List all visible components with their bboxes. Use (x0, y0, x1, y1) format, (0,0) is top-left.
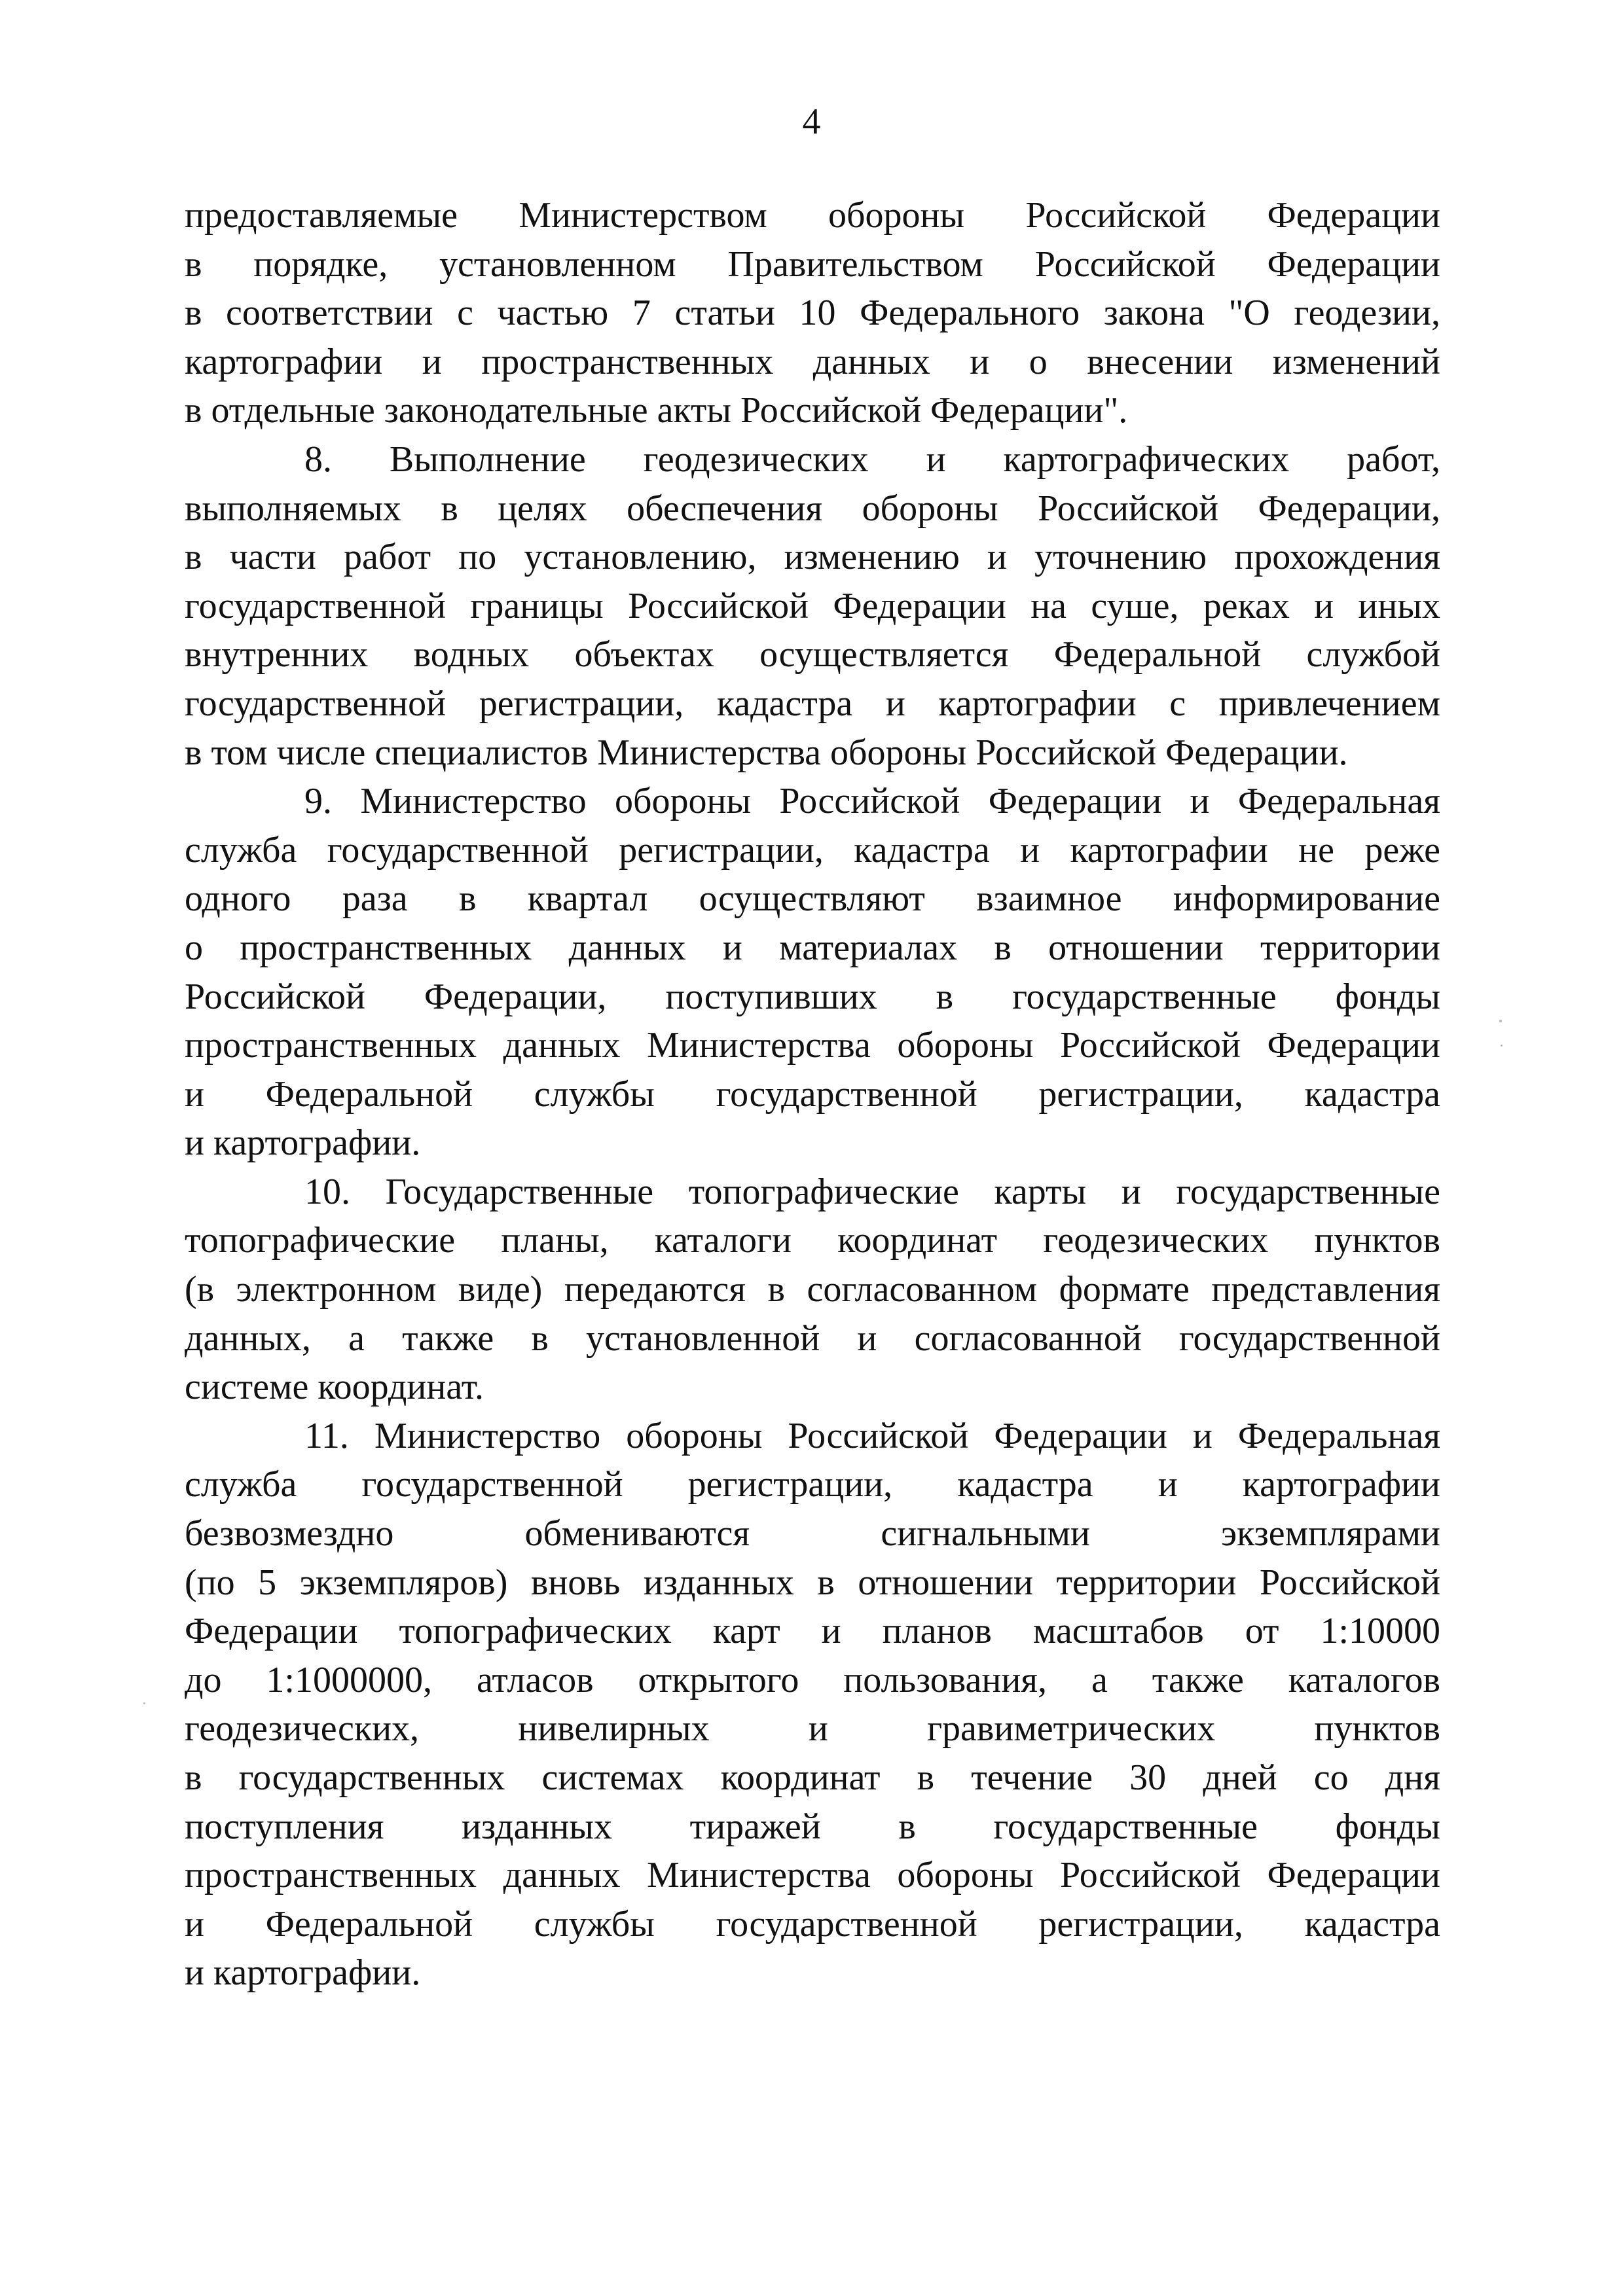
text-line: (по 5 экземпляров) вновь изданных в отношении территории Российской (185, 1562, 1440, 1603)
text-line: поступления изданных тиражей в государственные фонды (185, 1806, 1440, 1847)
page-number: 4 (802, 101, 821, 142)
text-line: служба государственной регистрации, кадастра и картографии (185, 1464, 1440, 1505)
scan-speck (1499, 1020, 1502, 1022)
text-line: в том числе специалистов Министерства обороны Российской Федерации. (185, 732, 1348, 773)
text-line: предоставляемые Министерством обороны Российской Федерации (185, 195, 1440, 236)
text-line: государственной регистрации, кадастра и картографии с привлечением (185, 683, 1440, 724)
text-line: в части работ по установлению, изменению и уточнению прохождения (185, 537, 1440, 578)
text-line: в порядке, установленном Правительством Российской Федерации (185, 243, 1440, 285)
text-line: пространственных данных Министерства обороны Российской Федерации (185, 1855, 1440, 1896)
text-line: в отдельные законодательные акты Российской Федерации". (185, 390, 1128, 431)
paragraph-8 (185, 435, 1440, 777)
paragraph-11 (185, 1412, 1440, 1998)
text-line: системе координат. (185, 1367, 484, 1408)
paragraph-10 (185, 1168, 1440, 1412)
text-line: картографии и пространственных данных и о внесении изменений (185, 341, 1440, 382)
text-line: 9. Министерство обороны Российской Федерации и Федеральная (304, 781, 1440, 822)
text-line: (в электронном виде) передаются в согласованном формате представления (185, 1269, 1440, 1310)
text-line: выполняемых в целях обеспечения обороны Российской Федерации, (185, 488, 1440, 529)
text-line: в соответствии с частью 7 статьи 10 Федерального закона "О геодезии, (185, 293, 1440, 334)
text-line: одного раза в квартал осуществляют взаимное информирование (185, 878, 1440, 920)
text-line: 11. Министерство обороны Российской Федерации и Федеральная (304, 1415, 1440, 1456)
text-line: и Федеральной службы государственной регистрации, кадастра (185, 1903, 1440, 1945)
text-line: Российской Федерации, поступивших в государственные фонды (185, 976, 1440, 1017)
document-body (185, 191, 1440, 1998)
text-line: и картографии. (185, 1122, 421, 1164)
text-line: государственной границы Российской Федерации на суше, реках и иных (185, 585, 1440, 626)
scan-speck (143, 1702, 145, 1704)
text-line: 8. Выполнение геодезических и картографических работ, (304, 439, 1440, 480)
text-line: 10. Государственные топографические карты и государственные (304, 1171, 1440, 1212)
text-line: до 1:1000000, атласов открытого пользования, а также каталогов (185, 1659, 1440, 1700)
text-line: о пространственных данных и материалах в отношении территории (185, 927, 1440, 968)
text-line: топографические планы, каталоги координат геодезических пунктов (185, 1220, 1440, 1261)
text-line: Федерации топографических карт и планов масштабов от 1:10000 (185, 1611, 1440, 1652)
text-line: пространственных данных Министерства обороны Российской Федерации (185, 1025, 1440, 1066)
paragraph-9 (185, 777, 1440, 1168)
paragraph-continuation (185, 191, 1440, 435)
text-line: геодезических, нивелирных и гравиметрических пунктов (185, 1708, 1440, 1749)
text-line: безвозмездно обмениваются сигнальными экземплярами (185, 1513, 1440, 1554)
text-line: и Федеральной службы государственной регистрации, кадастра (185, 1073, 1440, 1115)
scan-speck (1501, 1045, 1503, 1047)
text-line: данных, а также в установленной и согласованной государственной (185, 1318, 1440, 1359)
text-line: и картографии. (185, 1952, 421, 1994)
text-line: внутренних водных объектах осуществляется Федеральной службой (185, 634, 1440, 675)
text-line: служба государственной регистрации, кадастра и картографии не реже (185, 829, 1440, 870)
text-line: в государственных системах координат в течение 30 дней со дня (185, 1757, 1440, 1798)
